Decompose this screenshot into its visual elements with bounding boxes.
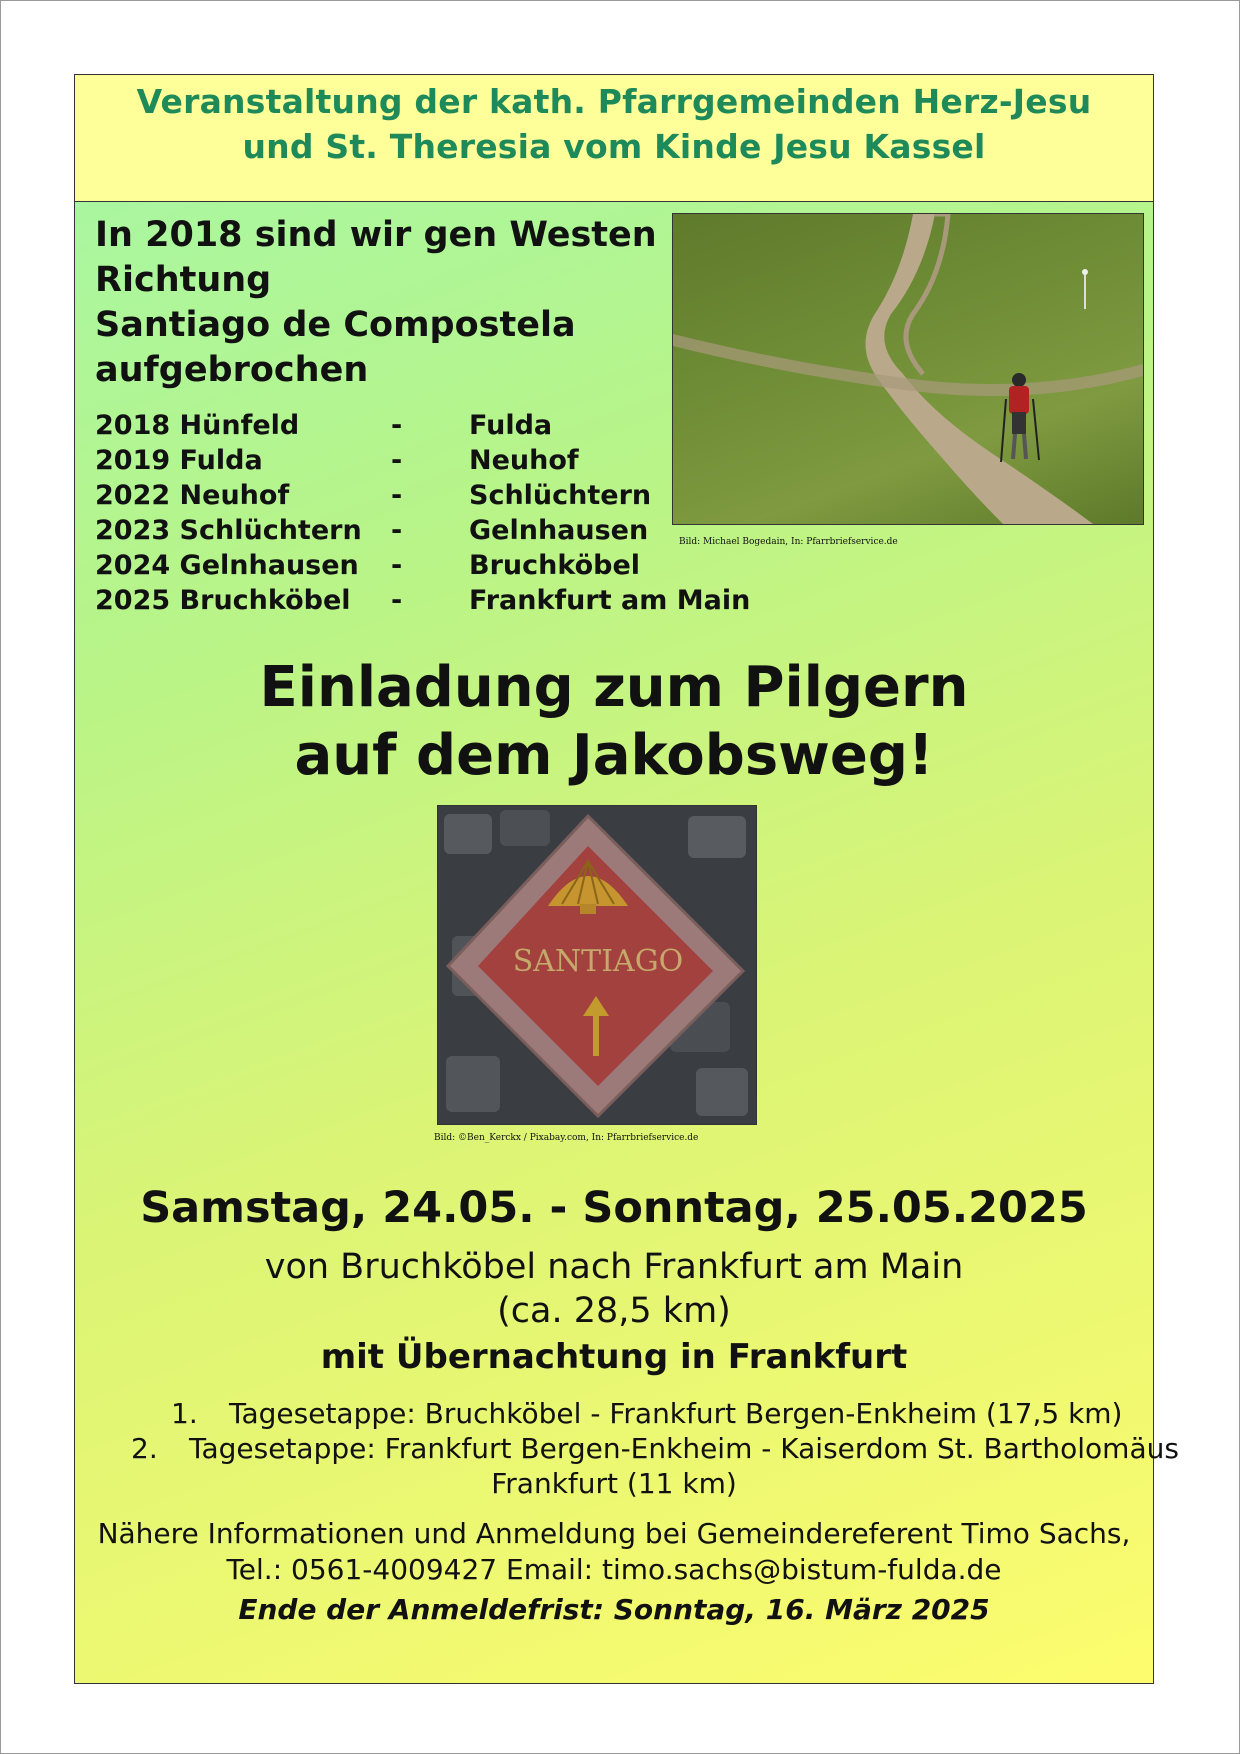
pilgrim-path-illustration: [673, 214, 1143, 524]
title-line-1: Einladung zum Pilgern: [259, 655, 969, 720]
contact-line-1: Nähere Informationen und Anmeldung bei Gemeindereferent Timo Sachs,: [97, 1517, 1131, 1550]
stage-to: Gelnhausen: [469, 515, 649, 546]
stage-dash: -: [391, 480, 403, 511]
stage-dash: -: [391, 410, 403, 441]
intro-line-4: aufgebrochen: [95, 350, 369, 390]
stage-dash: -: [391, 515, 403, 546]
registration-deadline: Ende der Anmeldefrist: Sonntag, 16. März 2025: [238, 1593, 990, 1626]
header-box: [75, 75, 1153, 202]
stage-from: 2022 Neuhof: [95, 480, 290, 511]
stage-from: 2018 Hünfeld: [95, 410, 300, 441]
stage-to: Fulda: [469, 410, 553, 441]
stage-from: 2024 Gelnhausen: [95, 550, 359, 581]
photo-credit-2: Bild: ©Ben_Kerckx / Pixabay.com, In: Pfarrbriefservice.de: [434, 1133, 699, 1143]
header-line-1: Veranstaltung der kath. Pfarrgemeinden Herz-Jesu: [136, 82, 1092, 121]
photo-credit-1: Bild: Michael Bogedain, In: Pfarrbriefservice.de: [679, 537, 898, 547]
stage-to: Neuhof: [469, 445, 579, 476]
etappe-text-2-continued: Frankfurt (11 km): [491, 1467, 737, 1500]
stage-to: Bruchköbel: [469, 550, 641, 581]
stage-from: 2023 Schlüchtern: [95, 515, 362, 546]
pilgrim-path-photo: [672, 213, 1144, 525]
stage-dash: -: [391, 550, 403, 581]
intro-line-3: Santiago de Compostela: [95, 305, 576, 345]
intro-line-1: In 2018 sind wir gen Westen: [95, 215, 657, 255]
route-distance: (ca. 28,5 km): [497, 1291, 731, 1331]
stage-to: Schlüchtern: [469, 480, 652, 511]
etappe-text-1: Tagesetappe: Bruchköbel - Frankfurt Bergen-Enkheim (17,5 km): [229, 1397, 1123, 1430]
overnight-note: mit Übernachtung in Frankfurt: [320, 1337, 908, 1377]
stage-dash: -: [391, 585, 403, 616]
stage-row: [95, 585, 795, 620]
header-line-2: und St. Theresia vom Kinde Jesu Kassel: [242, 127, 986, 166]
santiago-sign-text: SANTIAGO: [512, 944, 684, 979]
stage-from: 2025 Bruchköbel: [95, 585, 351, 616]
santiago-tile-illustration: [438, 806, 756, 1124]
flyer: [74, 74, 1179, 1684]
title-line-2: auf dem Jakobsweg!: [294, 723, 934, 788]
stage-from: 2019 Fulda: [95, 445, 263, 476]
stage-dash: -: [391, 445, 403, 476]
contact-line-2: Tel.: 0561-4009427 Email: timo.sachs@bistum-fulda.de: [226, 1553, 1002, 1586]
stage-to: Frankfurt am Main: [469, 585, 751, 616]
intro-line-2: Richtung: [95, 260, 272, 300]
etappe-number-2: 2.: [131, 1432, 158, 1465]
etappe-number-1: 1.: [171, 1397, 198, 1430]
route-description: von Bruchköbel nach Frankfurt am Main: [264, 1247, 964, 1287]
stage-row: [95, 550, 795, 585]
etappe-text-2: Tagesetappe: Frankfurt Bergen-Enkheim - Kaiserdom St. Bartholomäus: [189, 1432, 1179, 1465]
santiago-shell-photo: [437, 805, 757, 1125]
event-date: Samstag, 24.05. - Sonntag, 25.05.2025: [140, 1183, 1088, 1233]
